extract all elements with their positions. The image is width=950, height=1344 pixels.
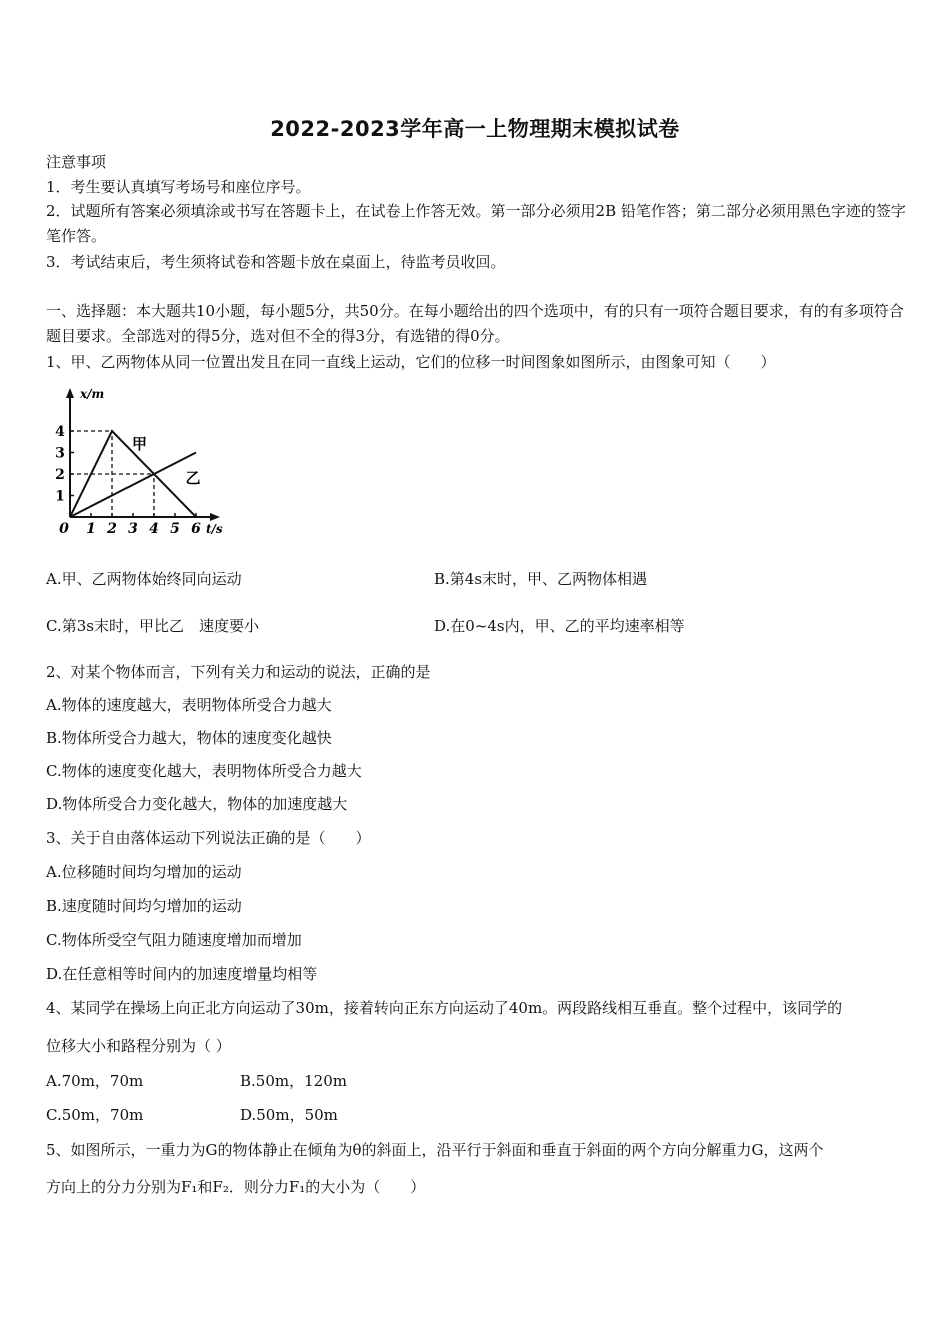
y-tick-label-2: 2 <box>55 467 65 483</box>
y-tick-label-4: 4 <box>55 424 65 440</box>
q2-stem: 2、对某个物体而言，下列有关力和运动的说法，正确的是 <box>46 663 431 681</box>
x-tick-label-5: 5 <box>170 521 180 537</box>
x-tick-label-6: 6 <box>191 521 201 537</box>
y-axis-label: x/m <box>80 387 105 401</box>
x-tick-label-3: 3 <box>128 521 138 537</box>
page-title: 2022-2023学年高一上物理期末模拟试卷 <box>270 117 680 141</box>
notice-item-3: 3．考试结束后，考生须将试卷和答题卡放在桌面上，待监考员收回。 <box>46 253 506 271</box>
q1-option-c: C.第3s末时，甲比乙 速度要小 <box>46 617 259 635</box>
q4-option-a: A.70m，70m <box>46 1072 144 1090</box>
y-tick-label-1: 1 <box>55 488 65 505</box>
series-label-1: 甲 <box>132 435 148 453</box>
x-tick-label-2: 2 <box>107 521 117 537</box>
x-tick-label-1: 1 <box>86 521 96 537</box>
q2-option-a: A.物体的速度越大，表明物体所受合力越大 <box>46 696 332 714</box>
x-tick-label-0: 0 <box>59 521 69 537</box>
x-axis-arrow <box>210 513 220 521</box>
x-axis-label: t/s <box>206 522 223 536</box>
q2-option-d: D.物体所受合力变化越大，物体的加速度越大 <box>46 795 348 813</box>
q1-stem: 1、甲、乙两物体从同一位置出发且在同一直线上运动，它们的位移一时间图象如图所示，由图象可知（ ） <box>46 353 776 371</box>
q5-stem-line2: 方向上的分力分别为F₁和F₂．则分力F₁的大小为（ ） <box>46 1178 426 1196</box>
notice-item-2: 2．试题所有答案必须填涂或书写在答题卡上，在试卷上作答无效。第一部分必须用2B 铅笔作答；第二部分必须用黑色字迹的签字笔作答。 <box>46 202 906 245</box>
q1-option-d: D.在0~4s内，甲、乙的平均速率相等 <box>434 617 685 635</box>
q3-stem: 3、关于自由落体运动下列说法正确的是（ ） <box>46 829 371 847</box>
y-tick-label-3: 3 <box>55 445 65 462</box>
notice-heading: 注意事项 <box>46 153 107 171</box>
y-axis-arrow <box>66 388 74 398</box>
notice-item-1: 1．考生要认真填写考场号和座位序号。 <box>46 178 311 196</box>
x-tick-label-4: 4 <box>149 521 159 537</box>
xt-graph <box>44 382 244 542</box>
series-label-2: 乙 <box>185 469 201 488</box>
q4-option-b: B.50m，120m <box>240 1072 347 1090</box>
section1-intro: 一、选择题：本大题共10小题，每小题5分，共50分。在每小题给出的四个选项中，有的只有一项符合题目要求，有的有多项符合题目要求。全部选对的得5分，选对但不全的得3分，有选错的得0分。 <box>46 302 904 345</box>
q1-option-a: A.甲、乙两物体始终同向运动 <box>46 570 242 588</box>
q2-option-c: C.物体的速度变化越大，表明物体所受合力越大 <box>46 762 362 780</box>
q3-option-c: C.物体所受空气阻力随速度增加而增加 <box>46 931 302 949</box>
q4-option-d: D.50m，50m <box>240 1106 338 1124</box>
q5-stem-line1: 5、如图所示，一重力为G的物体静止在倾角为θ的斜面上，沿平行于斜面和垂直于斜面的两个方向分解重力G，这两个 <box>46 1141 824 1159</box>
q1-option-b: B.第4s末时，甲、乙两物体相遇 <box>434 570 648 588</box>
q4-stem-line2: 位移大小和路程分别为（ ） <box>46 1037 231 1055</box>
series-line-2 <box>70 453 196 518</box>
q2-option-b: B.物体所受合力越大，物体的速度变化越快 <box>46 729 332 747</box>
q3-option-a: A.位移随时间均匀增加的运动 <box>46 863 242 881</box>
q3-option-b: B.速度随时间均匀增加的运动 <box>46 897 242 915</box>
q3-option-d: D.在任意相等时间内的加速度增量均相等 <box>46 965 318 983</box>
q4-option-c: C.50m，70m <box>46 1106 144 1124</box>
q4-stem-line1: 4、某同学在操场上向正北方向运动了30m，接着转向正东方向运动了40m。两段路线相互垂直。整个过程中，该同学的 <box>46 999 843 1017</box>
